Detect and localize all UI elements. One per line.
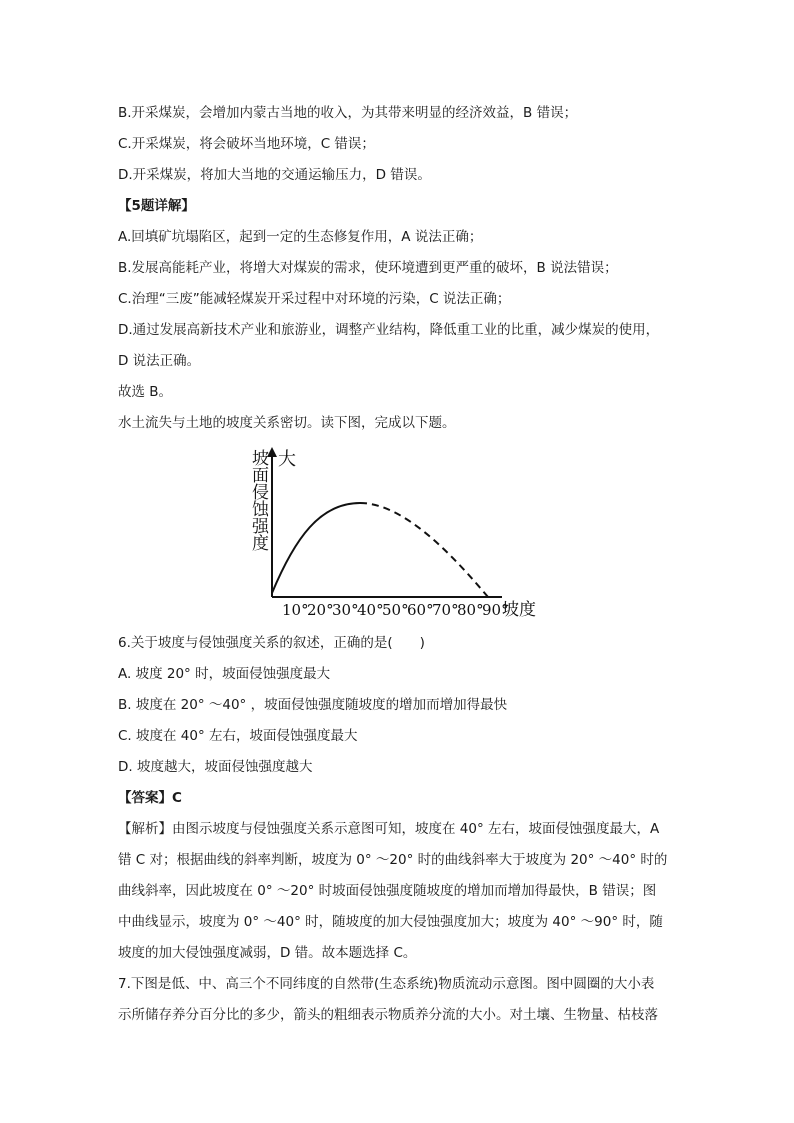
x-axis-label: 坡度 <box>502 600 536 620</box>
x-tick-label: 70° <box>432 601 459 619</box>
text-line: B.发展高能耗产业，将增大对煤炭的需求，使环境遭到更严重的破坏，B 说法错误； <box>118 260 618 276</box>
x-tick-label: 50° <box>382 601 409 619</box>
question-stem: 6.关于坡度与侵蚀强度关系的叙述，正确的是( ) <box>118 635 425 651</box>
analysis-line: 坡度的加大侵蚀强度减弱，D 错。故本题选择 C。 <box>118 945 417 961</box>
analysis-line: 【解析】由图示坡度与侵蚀强度关系示意图可知，坡度在 40° 左右，坡面侵蚀强度最大，A <box>118 821 660 837</box>
text-line: C.开采煤炭，将会破坏当地环境，C 错误； <box>118 136 375 152</box>
answer-line: 【答案】C <box>118 790 182 806</box>
analysis-line: 曲线斜率，因此坡度在 0° ～20° 时坡面侵蚀强度随坡度的增加而增加得最快，B 错误；图 <box>118 883 657 899</box>
y-axis-arrow-icon <box>267 447 277 457</box>
erosion-curve-solid <box>272 503 360 593</box>
text-line: A.回填矿坑塌陷区，起到一定的生态修复作用，A 说法正确； <box>118 229 483 245</box>
analysis-line: 中曲线显示，坡度为 0° ～40° 时，随坡度的加大侵蚀强度加大；坡度为 40° ～90° 时，随 <box>118 914 663 930</box>
option-c: C. 坡度在 40° 左右，坡面侵蚀强度最大 <box>118 728 358 744</box>
next-question-line: 示所储存养分百分比的多少，箭头的粗细表示物质养分流的大小。对土壤、生物量、枯枝落 <box>118 1007 658 1023</box>
text-line: C.治理“三废”能减轻煤炭开采过程中对环境的污染，C 说法正确； <box>118 291 511 307</box>
x-tick-label: 10° <box>282 601 309 619</box>
next-question-line: 7.下图是低、中、高三个不同纬度的自然带(生态系统)物质流动示意图。图中圆圈的大小表 <box>118 976 655 992</box>
x-tick-label: 80° <box>457 601 484 619</box>
x-tick-label: 30° <box>332 601 359 619</box>
x-tick-label: 40° <box>357 601 384 619</box>
erosion-curve-dashed <box>360 503 488 597</box>
option-a: A. 坡度 20° 时，坡面侵蚀强度最大 <box>118 666 331 682</box>
section-heading: 【5题详解】 <box>118 198 195 214</box>
analysis-line: 错 C 对；根据曲线的斜率判断，坡度为 0° ～20° 时的曲线斜率大于坡度为 20° ～40° 时的 <box>118 852 668 868</box>
text-line: D.通过发展高新技术产业和旅游业，调整产业结构，降低重工业的比重，减少煤炭的使用， <box>118 322 660 338</box>
text-line: 水土流失与土地的坡度关系密切。读下图，完成以下题。 <box>118 415 456 431</box>
text-line: B.开采煤炭，会增加内蒙古当地的收入，为其带来明显的经济效益，B 错误； <box>118 105 578 121</box>
text-line: D.开采煤炭，将加大当地的交通运输压力，D 错误。 <box>118 167 431 183</box>
x-tick-label: 20° <box>307 601 334 619</box>
option-b: B. 坡度在 20° ～40° ，坡面侵蚀强度随坡度的增加而增加得最快 <box>118 697 508 713</box>
text-line: D 说法正确。 <box>118 353 201 369</box>
text-line: 故选 B。 <box>118 384 173 400</box>
x-tick-label: 90° <box>482 601 509 619</box>
slope-erosion-figure <box>240 443 536 623</box>
y-axis-max-label: 大 <box>278 449 296 470</box>
option-d: D. 坡度越大，坡面侵蚀强度越大 <box>118 759 313 775</box>
y-axis-label: 坡面侵蚀强度 <box>248 449 268 551</box>
x-tick-label: 60° <box>407 601 434 619</box>
